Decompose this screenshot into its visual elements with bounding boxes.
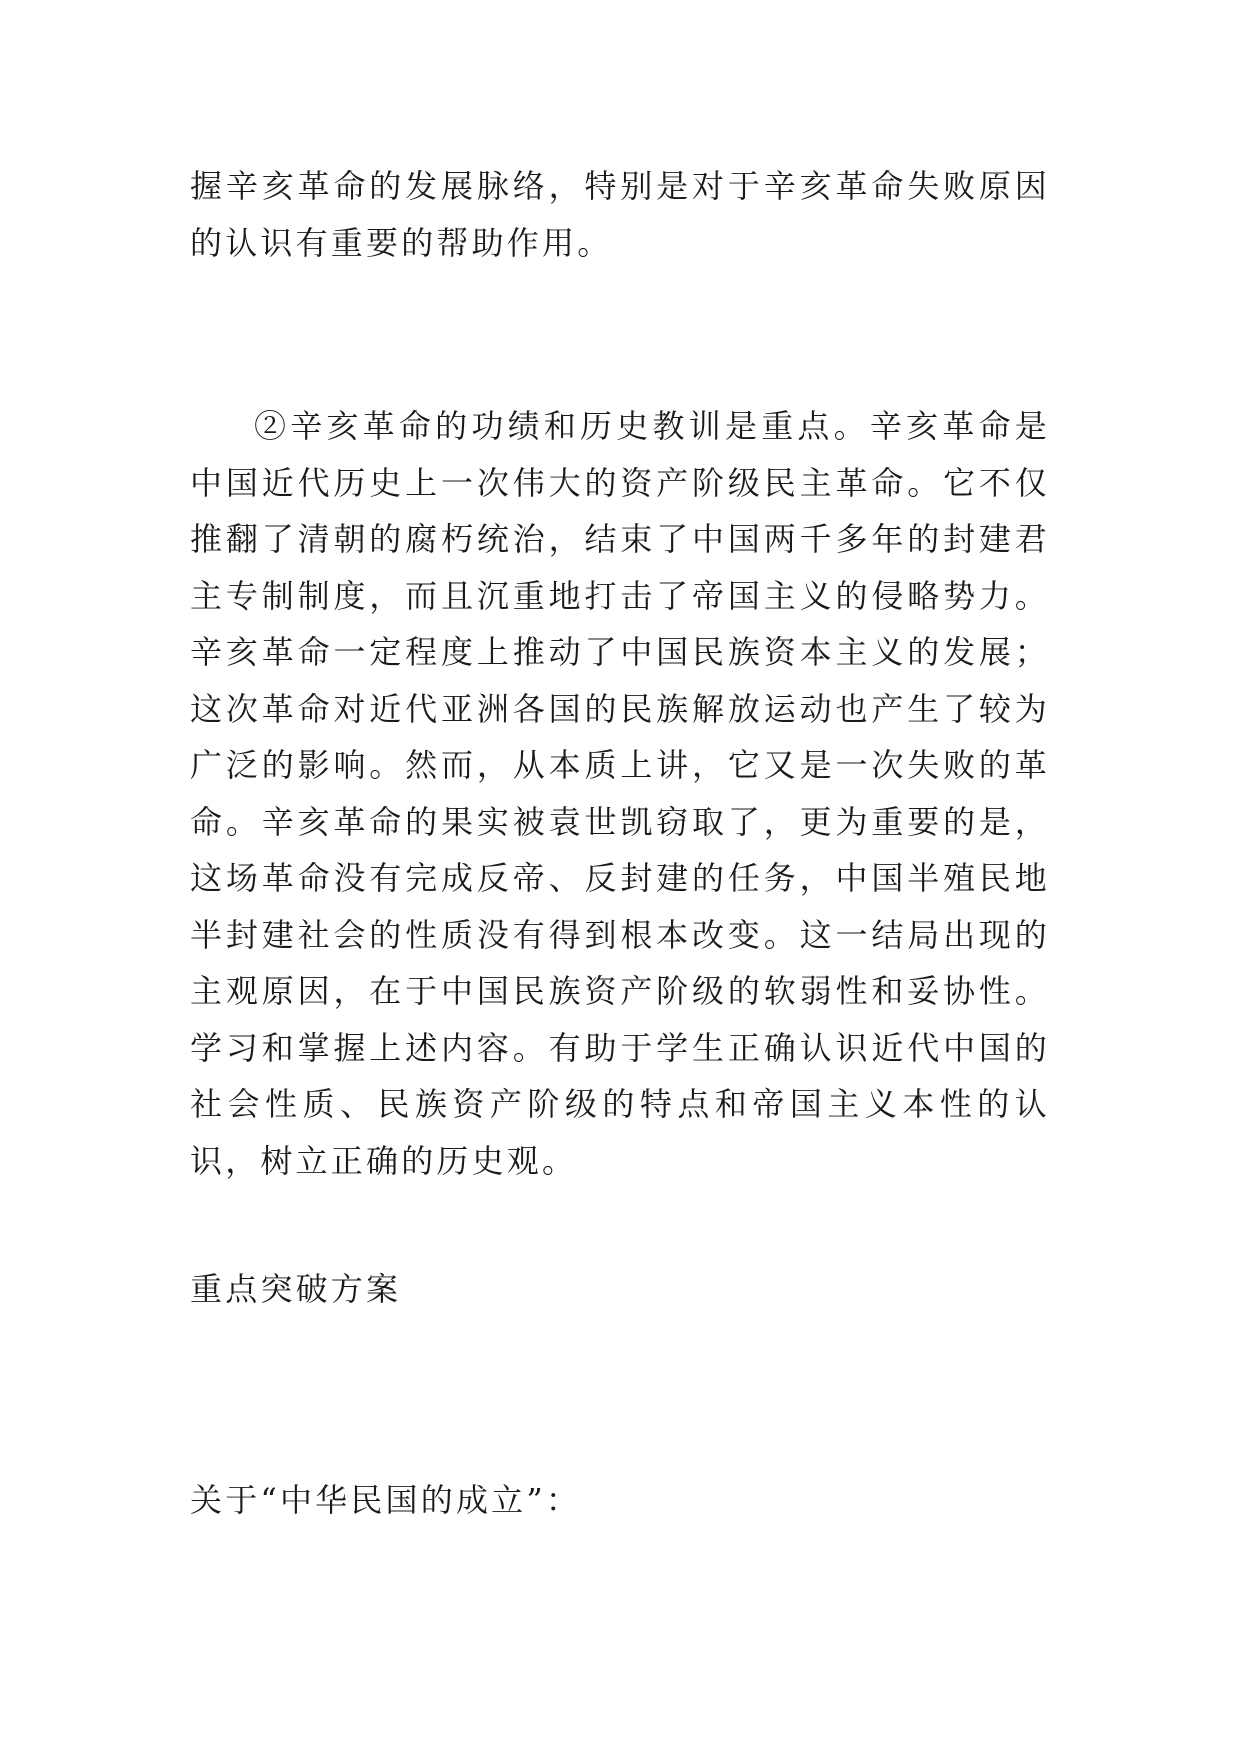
section-heading-republic-founding: 关于“中华民国的成立”： — [190, 1481, 582, 1519]
section-heading-breakthrough-plan: 重点突破方案 — [190, 1270, 402, 1308]
paragraph-key-points: ②辛亥革命的功绩和历史教训是重点。辛亥革命是中国近代历史上一次伟大的资产阶级民主革命。它不仅推翻了清朝的腐朽统治，结束了中国两千多年的封建君主专制制度，而且沉重地打击了帝国主义的侵略势力。辛亥革命一定程度上推动了中国民族资本主义的发展；这次革命对近代亚洲各国的民族解放运动也产生了较为广泛的影响。然而，从本质上讲，它又是一次失败的革命。辛亥革命的果实被袁世凯窃取了，更为重要的是，这场革命没有完成反帝、反封建的任务，中国半殖民地半封建社会的性质没有得到根本改变。这一结局出现的主观原因，在于中国民族资产阶级的软弱性和妥协性。学习和掌握上述内容。有助于学生正确认识近代中国的社会性质、民族资产阶级的特点和帝国主义本性的认识，树立正确的历史观。 — [190, 407, 1050, 1180]
paragraph-continuation: 握辛亥革命的发展脉络，特别是对于辛亥革命失败原因的认识有重要的帮助作用。 — [190, 167, 1050, 262]
